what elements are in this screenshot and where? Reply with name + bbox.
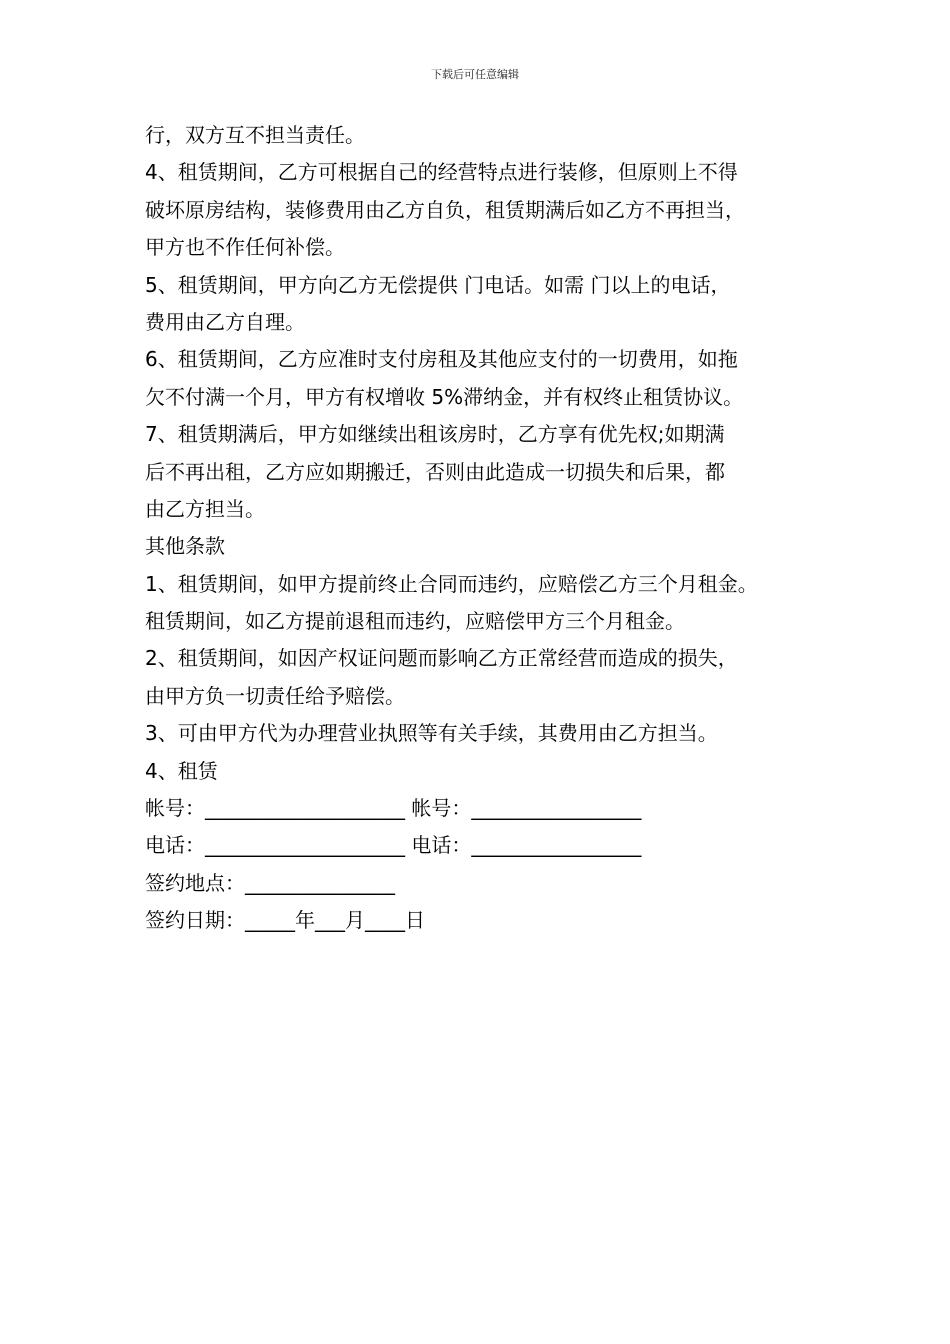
signing-place-line: 签约地点：_______________	[145, 870, 395, 895]
clause-line: 5、租赁期间，甲方向乙方无偿提供 门电话。如需 门以上的电话，	[145, 272, 731, 297]
signing-date-line: 签约日期：_____年___月____日	[145, 908, 425, 933]
account-field-line: 帐号：____________________ 帐号：_________________	[145, 796, 642, 821]
document-body	[145, 117, 845, 940]
phone-field-line: 电话：____________________ 电话：_________________	[145, 833, 642, 858]
clause-line: 破坏原房结构，装修费用由乙方自负，租赁期满后如乙方不再担当，	[145, 197, 745, 222]
clause-line: 7、租赁期满后，甲方如继续出租该房时，乙方享有优先权;如期满	[145, 422, 725, 447]
section-heading: 其他条款	[145, 534, 225, 559]
clause-line: 行，双方互不担当责任。	[145, 123, 365, 147]
clause-line: 4、租赁期间，乙方可根据自己的经营特点进行装修，但原则上不得	[145, 160, 738, 185]
page-header: 下载后可任意编辑	[431, 68, 519, 81]
clause-line: 费用由乙方自理。	[145, 309, 305, 334]
clause-line: 1、租赁期间，如甲方提前终止合同而违约，应赔偿乙方三个月租金。	[145, 571, 758, 596]
clause-line: 甲方也不作任何补偿。	[145, 235, 345, 260]
clause-line: 由甲方负一切责任给予赔偿。	[145, 683, 405, 708]
clause-line: 3、可由甲方代为办理营业执照等有关手续，其费用由乙方担当。	[145, 721, 718, 746]
clause-line: 2、租赁期间，如因产权证问题而影响乙方正常经营而造成的损失，	[145, 646, 738, 671]
clause-line: 由乙方担当。	[145, 496, 265, 521]
clause-line: 后不再出租，乙方应如期搬迁，否则由此造成一切损失和后果，都	[145, 459, 725, 484]
clause-line: 欠不付满一个月，甲方有权增收 5%滞纳金，并有权终止租赁协议。	[145, 384, 744, 409]
clause-line: 4、租赁	[145, 758, 218, 783]
clause-line: 租赁期间，如乙方提前退租而违约，应赔偿甲方三个月租金。	[145, 609, 685, 634]
clause-line: 6、租赁期间，乙方应准时支付房租及其他应支付的一切费用，如拖	[145, 347, 738, 372]
